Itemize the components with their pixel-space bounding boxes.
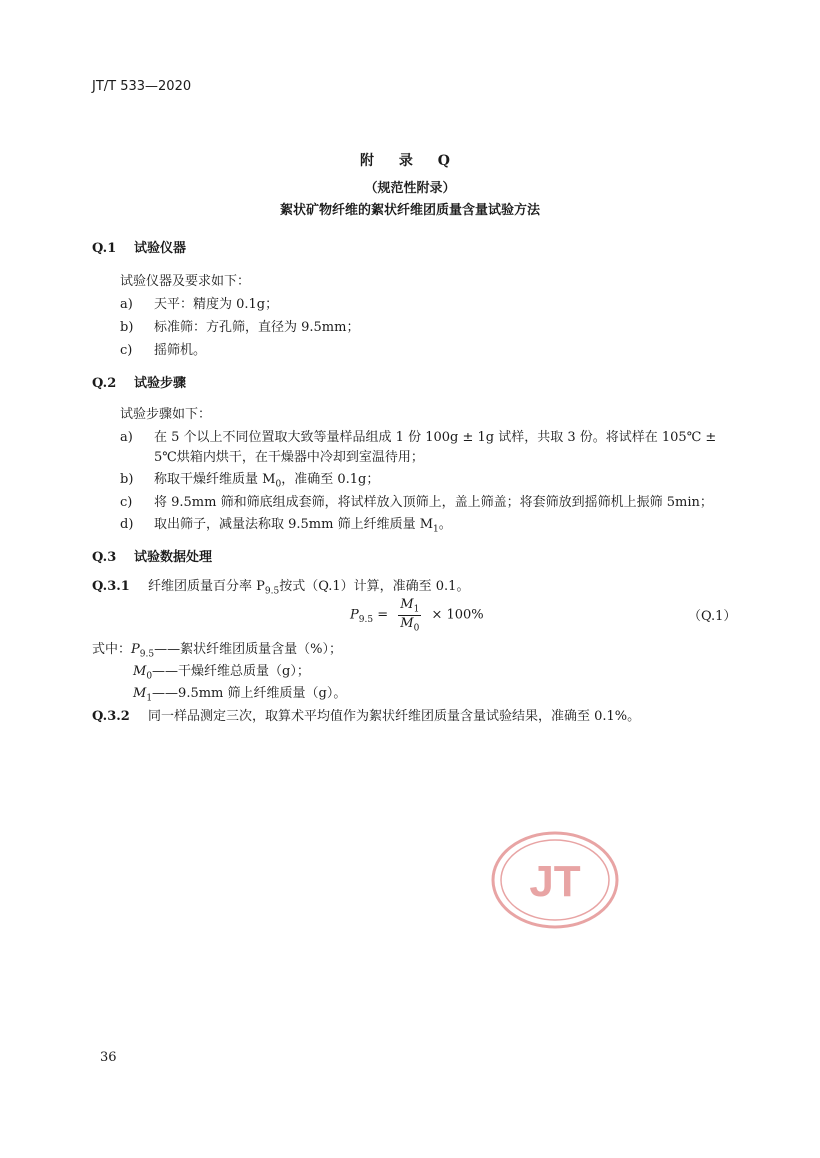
section-title: 试验数据处理 [134,550,213,565]
where-line [92,638,342,660]
item-label: d) [120,517,134,532]
formula-q1 [350,597,484,633]
item-text: 摇筛机。 [154,343,207,358]
subscript: 1 [146,693,153,704]
formula-lhs: P [350,607,359,623]
subscript: 1 [433,524,439,535]
list-item [120,513,452,535]
appendix-nature: （规范性附录） [364,181,456,196]
item-text-tail: 。 [438,517,452,532]
symbol-description: ——干燥纤维总质量（g）； [152,664,310,679]
section-title: 试验步骤 [134,376,187,391]
symbol: M [133,686,147,701]
stamp-text: JT [529,857,581,906]
symbol: M [133,664,147,679]
item-text: 将 9.5mm 筛和筛底组成套筛，将试样放入顶筛上，盖上筛盖；将套筛放到摇筛机上振筛 5min； [154,495,713,510]
formula-fraction [398,597,421,633]
clause-text: 同一样品测定三次，取算术平均值作为絮状纤维团质量含量试验结果，准确至 0.1%。 [148,709,641,724]
list-item [120,468,379,490]
subscript: 0 [275,479,282,490]
where-line [133,660,310,682]
section-q3-heading [92,546,212,565]
item-text: 称取干燥纤维质量 M [154,472,276,487]
list-item [120,293,278,312]
clause-q3-1 [92,575,469,597]
q2-intro: 试验步骤如下： [120,407,212,422]
where-prefix: 式中： [92,642,132,657]
item-text: 在 5 个以上不同位置取大致等量样品组成 1 份 100g ± 1g 试样，共取 3 份。将试样在 105℃ ± [154,430,717,445]
section-number: Q.2 [92,376,117,391]
section-q1-heading [92,237,186,256]
clause-number: Q.3.2 [92,709,130,724]
clause-text-tail: 按式（Q.1）计算，准确至 0.1。 [279,579,470,594]
symbol-description: ——絮状纤维团质量含量（%）； [154,642,342,657]
list-item [120,491,713,510]
q1-intro: 试验仪器及要求如下： [120,274,251,289]
appendix-title: 附 录 Q [360,153,460,169]
clause-text: 纤维团质量百分率 P [148,579,265,594]
item-label: b) [120,320,134,335]
list-item [120,339,206,358]
subscript: 9.5 [264,586,280,597]
where-line [133,682,346,704]
subscript: 0 [146,671,153,682]
page-number: 36 [100,1050,117,1065]
clause-q3-2 [92,705,640,724]
item-label: b) [120,472,134,487]
appendix-name: 絮状矿物纤维的絮状纤维团质量含量试验方法 [279,203,540,218]
formula-tail: × 100% [431,607,484,623]
list-item [120,426,716,445]
item-label: c) [120,495,133,510]
section-q2-heading [92,372,186,391]
formula-equals: = [377,607,389,623]
item-label: c) [120,343,133,358]
fraction-denominator: $M_0$ [400,615,420,634]
jt-stamp-watermark [490,830,620,930]
standard-code: JT/T 533—2020 [92,79,192,94]
symbol-description: ——9.5mm 筛上纤维质量（g）。 [152,686,347,701]
subscript: 9.5 [139,649,155,660]
item-label: a) [120,430,133,445]
item-text-tail: ，准确至 0.1g； [281,472,380,487]
equation-number: （Q.1） [688,609,737,624]
section-number: Q.1 [92,241,117,256]
fraction-numerator: $M_1$ [400,597,420,615]
clause-number: Q.3.1 [92,579,130,594]
section-number: Q.3 [92,550,117,565]
list-item [120,316,359,335]
item-label: a) [120,297,133,312]
subscript: 9.5 [358,615,374,626]
item-text: 标准筛：方孔筛，直径为 9.5mm； [154,320,360,335]
section-title: 试验仪器 [134,241,187,256]
symbol: P [131,642,140,657]
item-text: 天平：精度为 0.1g； [154,297,279,312]
item-text: 取出筛子，减量法称取 9.5mm 筛上纤维质量 M [154,517,434,532]
list-item-continuation: 5℃烘箱内烘干，在干燥器中冷却到室温待用； [154,450,424,465]
